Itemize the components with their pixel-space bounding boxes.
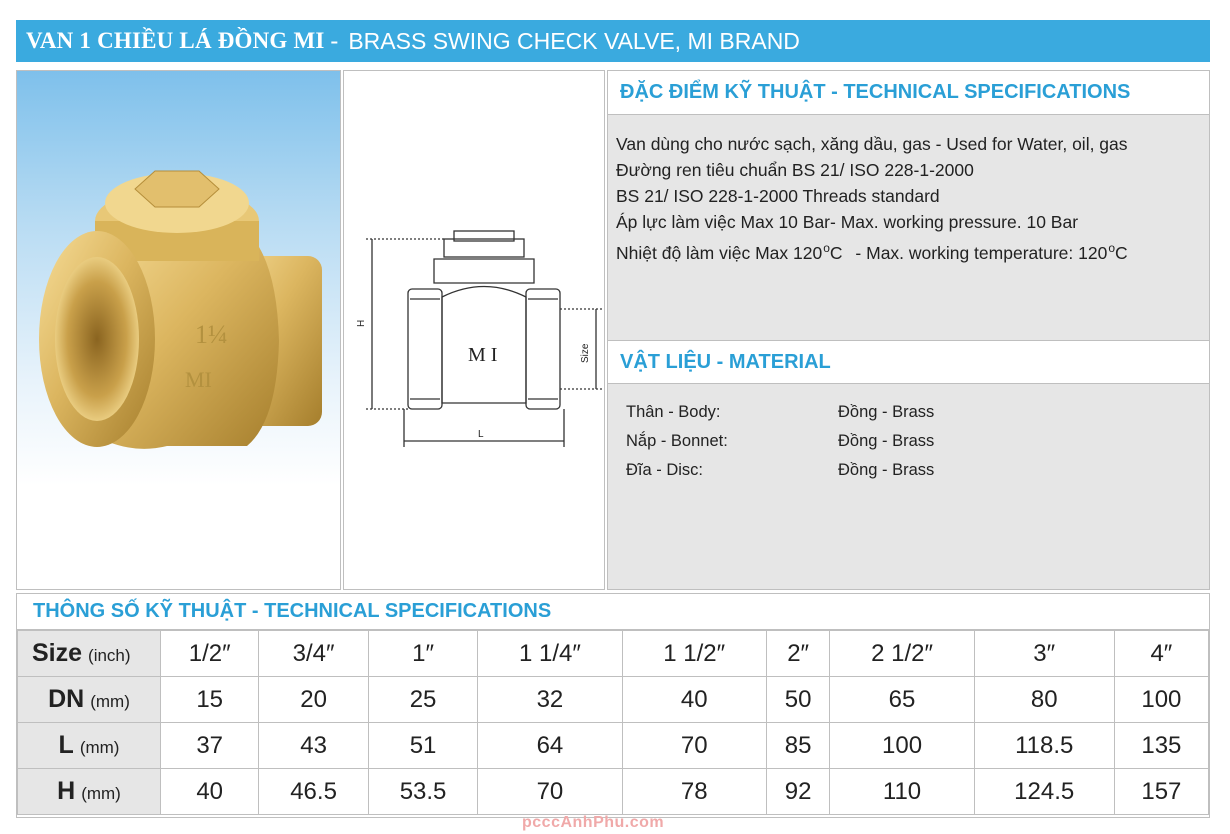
row-label-unit: (inch) <box>88 646 131 665</box>
table-cell: 20 <box>259 677 368 723</box>
table-cell: 78 <box>622 769 766 815</box>
row-label-name: DN <box>48 685 85 713</box>
row-label-unit: (mm) <box>81 784 121 803</box>
size-mark: 1¼ <box>195 320 228 349</box>
material-list <box>626 403 934 490</box>
material-heading: VẬT LIỆU - MATERIAL <box>608 340 1209 384</box>
table-cell: 2″ <box>766 631 830 677</box>
title-bar <box>16 20 1210 62</box>
table-cell: 1/2″ <box>161 631 259 677</box>
row-label-name: L <box>58 731 74 759</box>
table-cell: 3/4″ <box>259 631 368 677</box>
table-cell: 1 1/2″ <box>622 631 766 677</box>
table-row <box>18 769 1209 815</box>
material-row: Đĩa - Disc: Đồng - Brass <box>626 461 935 479</box>
spec-line: Áp lực làm việc Max 10 Bar- Max. working pressure. 10 Bar <box>616 212 1079 232</box>
table-cell: 4″ <box>1114 631 1208 677</box>
row-label-name: Size <box>32 639 83 667</box>
table-cell: 1″ <box>368 631 477 677</box>
valve-dimension-drawing <box>344 71 606 591</box>
table-cell: 70 <box>622 723 766 769</box>
row-label <box>18 631 161 677</box>
dimensions-table <box>17 630 1209 815</box>
title-english: BRASS SWING CHECK VALVE, MI BRAND <box>348 27 800 54</box>
row-label <box>18 677 161 723</box>
table-cell: 100 <box>1114 677 1208 723</box>
technical-drawing <box>343 70 605 590</box>
specifications-panel <box>607 70 1210 590</box>
table-cell: 37 <box>161 723 259 769</box>
table-row <box>18 723 1209 769</box>
table-cell: 135 <box>1114 723 1208 769</box>
table-cell: 43 <box>259 723 368 769</box>
row-label-name: H <box>57 777 76 805</box>
spec-line: Đường ren tiêu chuẩn BS 21/ ISO 228-1-2000 <box>616 160 974 180</box>
table-cell: 25 <box>368 677 477 723</box>
spec-line-temperature: Nhiệt độ làm việc Max 120$^o$C - Max. working temperature: 120$^o$C <box>616 241 1128 263</box>
spec-line: Van dùng cho nước sạch, xăng dầu, gas - Used for Water, oil, gas <box>616 134 1128 154</box>
table-cell: 64 <box>478 723 622 769</box>
table-cell: 110 <box>830 769 974 815</box>
watermark: pcccAnhPhu.com <box>522 814 665 831</box>
table-cell: 1 1/4″ <box>478 631 622 677</box>
table-heading: THÔNG SỐ KỸ THUẬT - TECHNICAL SPECIFICATIONS <box>17 594 1209 630</box>
specs-list <box>616 131 1206 266</box>
drawing-label-l: L <box>478 429 484 440</box>
table-cell: 3″ <box>974 631 1114 677</box>
table-cell: 46.5 <box>259 769 368 815</box>
dimensions-table-section <box>16 593 1210 818</box>
spec-line: BS 21/ ISO 228-1-2000 Threads standard <box>616 186 940 206</box>
row-label <box>18 769 161 815</box>
table-cell: 65 <box>830 677 974 723</box>
product-photo <box>16 70 341 590</box>
table-cell: 53.5 <box>368 769 477 815</box>
table-cell: 70 <box>478 769 622 815</box>
table-cell: 100 <box>830 723 974 769</box>
table-cell: 32 <box>478 677 622 723</box>
row-label-unit: (mm) <box>90 692 130 711</box>
table-row <box>18 677 1209 723</box>
brand-mark: MI <box>185 367 212 392</box>
specs-heading: ĐẶC ĐIỂM KỸ THUẬT - TECHNICAL SPECIFICATIONS <box>608 71 1209 115</box>
table-cell: 40 <box>161 769 259 815</box>
row-label-unit: (mm) <box>79 738 120 757</box>
table-cell: 80 <box>974 677 1114 723</box>
table-cell: 92 <box>766 769 830 815</box>
material-row: Nắp - Bonnet: Đồng - Brass <box>626 432 935 450</box>
drawing-label-h: H <box>356 319 367 327</box>
table-cell: 51 <box>368 723 477 769</box>
drawing-brand: M I <box>468 344 498 366</box>
brass-valve-image <box>17 71 341 590</box>
table-cell: 2 1/2″ <box>830 631 974 677</box>
material-row: Thân - Body: Đồng - Brass <box>626 403 935 421</box>
table-row <box>18 631 1209 677</box>
table-cell: 50 <box>766 677 830 723</box>
table-cell: 85 <box>766 723 830 769</box>
table-cell: 124.5 <box>974 769 1114 815</box>
table-cell: 40 <box>622 677 766 723</box>
title-vietnamese: VAN 1 CHIỀU LÁ ĐỒNG MI - <box>26 28 339 53</box>
table-cell: 118.5 <box>974 723 1114 769</box>
table-cell: 157 <box>1114 769 1208 815</box>
table-cell: 15 <box>161 677 259 723</box>
row-label <box>18 723 161 769</box>
drawing-label-size: Size <box>580 343 591 363</box>
